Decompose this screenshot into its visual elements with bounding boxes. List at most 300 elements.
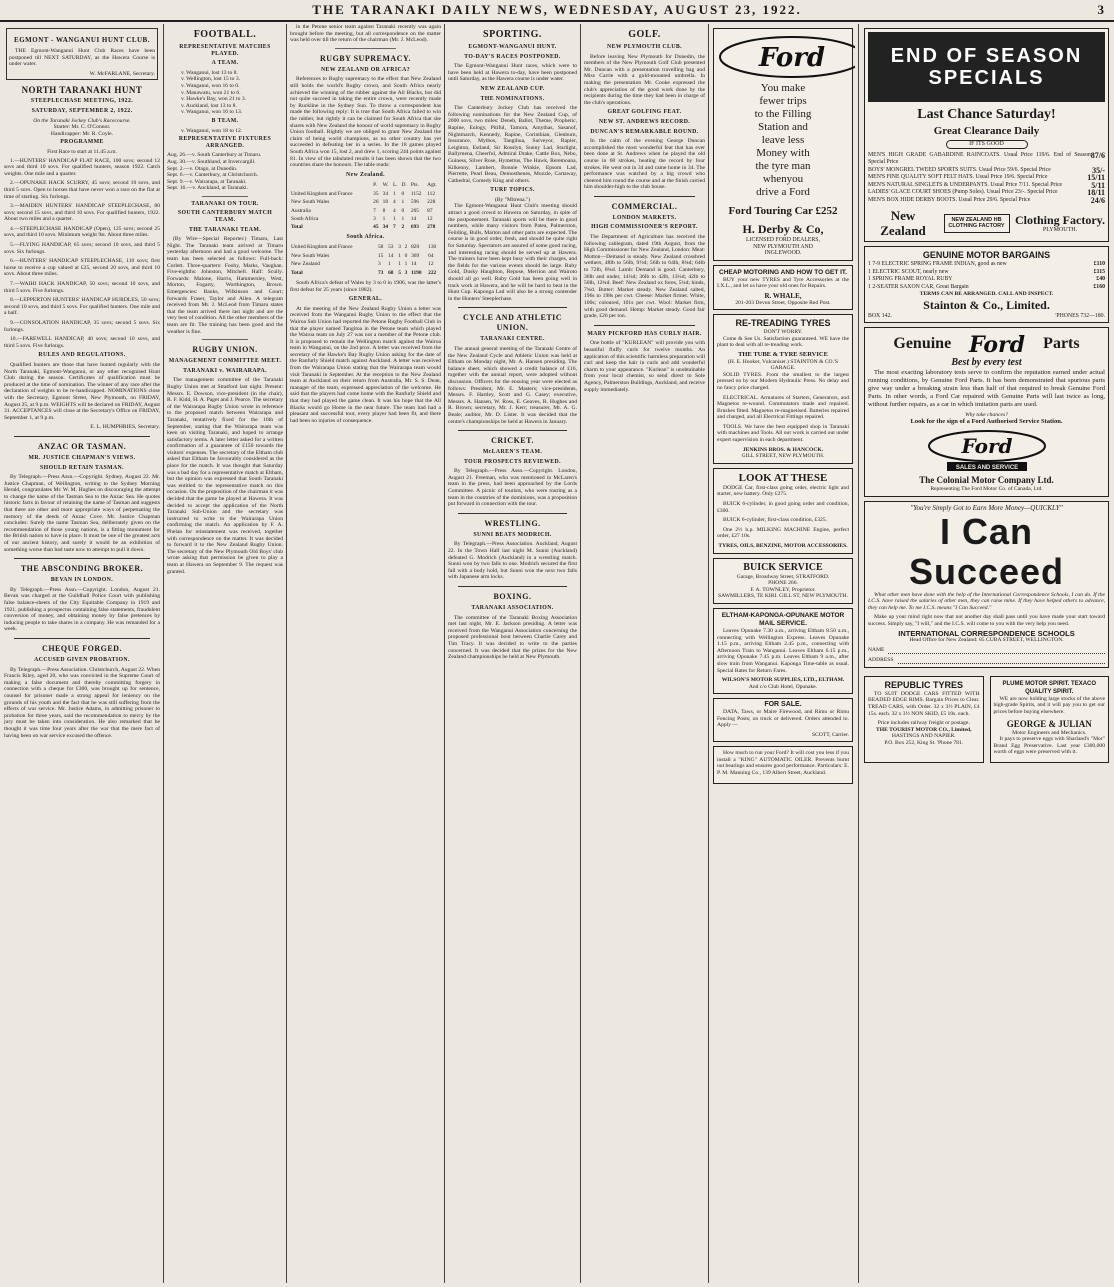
bargain-item-text: 1 7-9 ELECTRIC SPRING FRAME INDIAN, good as new [868, 261, 1007, 268]
ford-parts-tagline: Best by every test [951, 357, 1022, 369]
cheque-text: By Telegraph.—Press Association. Christchurch, August 22. When Francis Riley, aged 20, who was convicted in the Supreme Court of making a false document and thereby committing forgery in connection with a cheque for £300, was brought up for sentence, counsel for prisoner made a strong appeal for leniency on the grounds of his youth and the fact that he was still suffering from the effects of war service. Mr. Justice Adams, in admitting prisoner to probation for three years, said the recommendation to mercy by the jury must be taken into consideration. He also remarked that he thought it was time four years after the war that the mere fact of having been on war service excused the offence. [4, 666, 160, 739]
motoring-ad-address: 201-203 Devon Street, Opposite Red Post. [735, 299, 831, 306]
table-cell: 112 [427, 190, 436, 197]
specials-footer-right-block [1015, 213, 1105, 234]
column-rule [163, 24, 164, 1283]
table-cell: 228 [427, 199, 436, 206]
sporting-subheading: EGMONT-WANGANUI HUNT. [468, 44, 557, 50]
specials-item-text: MEN'S BOX HIDE DERBY BOOTS. Usual Price 29/6. Special Price [868, 196, 1031, 203]
retreading-ad-text: Come & See Us. Satisfaction guaranteed. WE have the plant to deal with all re-treading work. [717, 335, 849, 349]
b-team-results [181, 128, 283, 135]
jenkins-name: JENKINS BROS. & HANCOCK. [742, 446, 824, 453]
table-cell: 1 [388, 261, 391, 268]
ford-service-sign-text: SALES AND SERVICE [955, 465, 1018, 472]
ford-parts-why: Why take chances? [965, 412, 1008, 419]
ford-ad-line: fewer trips [759, 95, 807, 107]
programme-heading: PROGRAMME [60, 139, 104, 146]
result-item: v. Wellington, lost 15 to 3. [181, 76, 241, 83]
table-cell: 130 [428, 244, 437, 251]
column-1 [4, 24, 160, 1283]
eltham-ad [713, 608, 853, 694]
specials-item [868, 182, 1105, 190]
steeplechase-heading: STEEPLECHASE MEETING, 1922. [30, 98, 134, 105]
specials-item [868, 189, 1105, 197]
specials-banner [868, 32, 1105, 102]
table-cell: 4 [392, 199, 396, 206]
wrestling-subheading: SUNNI BEATS MODRICH. [473, 531, 552, 538]
masthead-title: THE TARANAKI DAILY NEWS, WEDNESDAY, AUGUST 23, 1922. [312, 2, 802, 17]
plume-text: WE are now holding large stocks of the above high-grade Spirits, and it will pay you to get our prices before buying elsewhere. [993, 695, 1105, 715]
cheque-heading: CHEQUE FORGED. [42, 643, 122, 653]
result-item: v. Hawke's Bay, won 21 to 3. [181, 96, 247, 103]
pickford-text: One bottle of "KURLEAN" will provide you with beautiful fluffy curls for twelve months. An application of this scientific harmless preparation will curl and keep the hair in curls and add wonderful charm to your appearance. "Kurlean" is unobtainable from your local chemist, so send direct to Sole Agency, Palmerston Buildings, Auckland, and receive supply immediately. [584, 340, 705, 393]
table-cell: 18 [382, 199, 389, 206]
rules-heading: RULES AND REGULATIONS. [38, 352, 126, 359]
divider [458, 586, 567, 587]
ics-name-label: NAME [868, 647, 885, 654]
table-cell: 205 [410, 207, 419, 214]
result-item: v. Auckland, lost 13 to 8. [181, 102, 237, 109]
ford-ad-line: whenyou [762, 173, 804, 185]
specials-footer-left: New Zealand [880, 208, 926, 239]
tour-heading: TARANAKI ON TOUR. [191, 200, 259, 207]
ford-ad-line: Money with [756, 147, 810, 159]
hunt-club-text: THE Egmont-Wanganui Hunt Club Races have been postponed till NEXT SATURDAY, as the Hawera Course is under water. [9, 48, 155, 68]
bargain-item [868, 276, 1105, 284]
ics-address-field[interactable] [898, 657, 1106, 664]
nz-record-table [290, 181, 441, 231]
specials-item-price: 35/- [1092, 165, 1105, 175]
divider [14, 638, 150, 639]
table-cell: 3 [373, 215, 376, 222]
table-note: South Africa's defeat of Wales by 3 to 0 in 1906, was the latter's first defeat for 25 years (since 1882). [290, 279, 441, 293]
sporting-heading: SPORTING. [483, 29, 542, 40]
buick-ad [713, 558, 853, 604]
ford-price-line: Ford Touring Car £252 [728, 205, 838, 217]
oiler-ad-text: How much to run your Ford? It will cost you less if you install a "KING" AUTOMATIC OILER. Prevents burnt out bearings and ensures good performance. Particulars: E. P. M. Manning Co., 139 Albert Street, Auckland. [717, 750, 849, 777]
bargain-item [868, 261, 1105, 269]
table-cell: 1 [392, 215, 396, 222]
plume-company: GEORGE & JULIAN [1006, 718, 1092, 729]
specials-item-price: 24/6 [1090, 195, 1105, 205]
specials-ad [864, 28, 1109, 242]
ford-service-sign-icon [917, 428, 1057, 472]
first-race-line: First Race to start at 11.45 a.m. [47, 148, 117, 155]
table-cell: 2 [401, 224, 405, 231]
oiler-ad [713, 746, 853, 783]
race-item: 5.—FLYING HANDICAP, 65 sovs; second 10 sovs, and third 5 sovs. Six furlongs. [4, 242, 160, 255]
motoring-ad-name: R. WHALE, [764, 291, 802, 300]
republic-text: TO SUIT DODGE CARS FITTED WITH BEADED EDGE RIMS. Bargain Prices to Clear. TREAD CARS, with Order. 32 x 3½ PLAIN, £4 15s. each. 32 x 3½ NON SKID, £5 10s. each. [868, 690, 980, 717]
result-item: v. Wanganui, won 16 to 13. [181, 109, 243, 116]
bargain-terms: TERMS CAN BE ARRANGED. CALL AND INSPECT. [919, 291, 1054, 298]
motor-bargains-title: GENUINE MOTOR BARGAINS [922, 250, 1051, 261]
table-cell: 35 [373, 190, 379, 197]
specials-item [868, 167, 1105, 175]
solid-tyres-text: SOLID TYRES. From the smallest to the largest pressed on by our Modern Hydraulic Press. No delay and no fancy price charged. [717, 371, 849, 391]
cricket-subheading-2: TOUR PROSPECTS REVIEWED. [464, 458, 561, 465]
wrestling-heading: WRESTLING. [484, 518, 541, 528]
table-row [290, 260, 441, 268]
buick-ad-name-sub: SAWMILLERS, TE KIRI. GILL ST, NEW PLYMOUTH. [718, 593, 848, 600]
bargain-item-price: £160 [1093, 283, 1105, 290]
table-sa-label: South Africa. [346, 233, 385, 240]
ics-office: Head Office for New Zealand: 85 CUBA STREET, WELLINGTON. [909, 637, 1064, 644]
specials-item-text: MEN'S HIGH GRADE GABARDINE RAINCOATS. Usual Price 119/6. End of Season Special Price [868, 151, 1091, 166]
fixtures-heading: REPRESENTATIVE FIXTURES ARRANGED. [178, 136, 272, 149]
rugby-supremacy-heading: RUGBY SUPREMACY. [320, 53, 411, 63]
table-cell: 3 [404, 269, 408, 276]
specials-list [868, 152, 1105, 205]
retreading-ad [713, 314, 853, 464]
race-list [4, 158, 160, 350]
table-cell: 0 [404, 252, 408, 259]
table-cell: 693 [410, 224, 419, 231]
specials-item-price: 18/11 [1087, 188, 1105, 198]
table-cell: 34 [382, 224, 389, 231]
markets-text: The Department of Agriculture has received the following cablegram, dated 19th August, from the High Commissioner for New Zealand, London: Meat: Mutton—Demand is steady. New Zealand crossbred wethers, 48lb to 56lb, 9½d; 56lb to 64lb, 8¾d; 64lb to 72lb, 8¾d. Lamb: Demand is good. Canterbury, 36lb and under, 14¼d; 36lb to 42lb, 13¼d; 42lb to 50lb, 12¾d. Beef: New Zealand ox fores, 5¼d; hinds, 7¾d. Butter: Market steady. New Zealand salted, 196s to 198s per cwt. Cheese: Market firmer. White, 100s; coloured, 101s per cwt. Wool: Market firm, with good demand. Hemp: Market steady. Good fair grade, £26 per ton. [584, 234, 705, 320]
look-ad-item: DODGE Car, first-class going order, electric light and starter, new battery. Only £275. [717, 484, 849, 498]
column-4 [448, 24, 577, 1283]
table-row [290, 243, 441, 251]
table-cell: New Zealand [291, 261, 320, 268]
look-ad-title: LOOK AT THESE [738, 471, 828, 484]
bargain-item-text: 1 SPRING FRAME ROYAL RUBY [868, 276, 953, 283]
specials-item-text: MEN'S FINE QUALITY SOFT FELT HATS. Usual Price 19/6. Special Price [868, 174, 1048, 181]
bargain-phones: 'PHONES 732—180. [1055, 312, 1105, 319]
ford-parts-look-for: Look for the sign of a Ford Authorised Service Station. [910, 417, 1063, 425]
specials-banner-text: END OF SEASON SPECIALS [890, 45, 1083, 89]
divider [458, 513, 567, 514]
bottom-ads-row [862, 672, 1111, 767]
divider [458, 307, 567, 308]
table-row [290, 252, 441, 260]
anzac-subheading: MR. JUSTICE CHAPMAN'S VIEWS. [28, 454, 136, 461]
column-6 [711, 24, 855, 1283]
table-cell: 5 [398, 269, 401, 276]
table-cell: 14 [410, 215, 417, 222]
table-cell: 2 [404, 244, 408, 251]
race-item: 1.—HUNTERS' HANDICAP FLAT RACE, 100 sovs; second 12 sovs and third 10 sovs. For qualified hunters, season 1922. Catch weights. One mile and a quarter. [4, 157, 160, 177]
race-item: 3.—MAIDEN HUNTERS' HANDICAP STEEPLECHASE, 80 sovs; second 15 sovs, and third 10 sovs. For qualified hunters, 1922. About two miles and a quarter. [4, 203, 160, 223]
hunt-club-signed: W. McFARLANE, Secretary. [89, 70, 155, 77]
table-total-row [290, 223, 441, 231]
table-header-cell: D. [401, 182, 407, 189]
race-item: 9.—CONSOLATION HANDICAP, 35 sovs; second 5 sovs. Six furlongs. [4, 320, 160, 333]
pickford-heading: MARY PICKFORD HAS CURLY HAIR. [587, 330, 702, 337]
table-cell: 1 [401, 215, 405, 222]
result-item: v. Wanganui, won 18 to 12. [181, 127, 243, 134]
table-row [290, 215, 441, 223]
ford-ad-line: You make [760, 82, 806, 94]
bargain-item-text: 1 2-SEATER SAXON CAR, Great Bargain [868, 283, 969, 290]
table-nz-label: New Zealand. [346, 171, 385, 178]
bargain-item-price: £115 [1093, 268, 1105, 275]
bargain-box: BOX 142. [868, 312, 892, 319]
cycle-subheading: TARANAKI CENTRE. [480, 336, 545, 343]
ford-service-sign-logo: Ford [961, 434, 1012, 459]
column-rule [708, 24, 709, 1283]
jenkins-address: GILL STREET, NEW PLYMOUTH. [741, 453, 825, 460]
tour-subheading: SOUTH CANTERBURY MATCH TEAM. [177, 210, 273, 224]
course-line: On the Taranaki Jockey Club's Racecourse. [33, 117, 131, 124]
ford-script-logo-icon [957, 331, 1037, 357]
table-cell: 1190 [411, 269, 422, 276]
boxing-heading: BOXING. [493, 592, 532, 601]
specials-item [868, 197, 1105, 205]
ford-logo-icon [717, 35, 855, 79]
plume-footer: It pays to preserve eggs with Sharland's "Mor" Brand Egg Preservative. Last year £300,000 worth of eggs were preserved with it. [993, 736, 1105, 756]
meeting-date: SATURDAY, SEPTEMBER 2, 1922. [31, 107, 133, 114]
table-cell: South Africa [291, 215, 319, 222]
table-cell: 7 [392, 224, 396, 231]
anzac-text: By Telegraph.—Press Assn.—Copyright. Sydney, August 22. Mr. Justice Chapman, of Wellington, writing to the Sydney Morning Herald, congratulates Mr. W. M. Hughes on discouraging the attempt to change the name of the Tasman Sea to the Anzac Sea. He quotes historic facts in favour of retaining the name of Tasman and suggests that there are other and more appropriate ways of perpetuating the memory of the deeds of Anzac Cove. Mr. Justice Chapman concludes: Surely the name Tasman Sea, deliberately given on the recommendation of those young nations, is a fitting monument for the British nation to have in place. It must be one of the greatest acts of our ancient history, and surely it would be an exhibition of something worse than bad taste now to attempt to pull it down. [4, 474, 160, 553]
general-text: At the meeting of the New Zealand Rugby Union a letter was received from the Wanganui Rugby Union to the effect that the Wairoa Sub Union had reported the Petone Rugby Football Club in that the player named Tangitoa in the Petone team which played the Wairoa team on July 27 was not a member of the Petone club. It is proposed to remain the Wellington match against the Wairoa team in Wanganui, on the 2nd prox. A letter was received from the secretary of the Hawke's Bay Rugby Union asking for the date of the Ranfurly Shield match against Auckland. A letter was received from the Wairarapa Union stating that the Wairarapa team would visit Taranaki in September. At the reception to the New Zealand team at Auckland on their return from Australia, Mr. S. S. Dean, manager of the team, expressed appreciation of the welcome. He said that the players had come home with the Ranfurly Shield and that they had played the game clean. It was his hope that the All Blacks would go Home in the near future. The team had had a pleasant and successful tour, every player had been fit, and there had been no injuries of consequence. [290, 305, 441, 424]
motoring-ad-title: CHEAP MOTORING AND HOW TO GET IT. [719, 268, 847, 276]
table-cell: Total [291, 269, 303, 276]
table-cell: 45 [373, 224, 379, 231]
plume-title: PLUME MOTOR SPIRIT. TEXACO QUALITY SPIRIT. [1002, 680, 1097, 695]
firewood-ad [713, 698, 853, 742]
table-cell: 369 [411, 252, 420, 259]
ford-ad-line: to the Filling [754, 108, 812, 120]
broker-heading: THE ABSCONDING BROKER. [20, 564, 144, 574]
table-cell: 68 [388, 269, 394, 276]
motoring-ad [713, 265, 853, 310]
buick-ad-name: F. A. TOWNLEY, Proprietor. [750, 586, 816, 593]
tools-text: TOOLS. We have the best equipped shop in Taranaki with machines and Tools. All our work is carried out under expert supervision in each department. [717, 423, 849, 444]
hb-logo-icon: NEW ZEALAND HB CLOTHING FACTORY [944, 214, 1010, 233]
ford-parts-ad [864, 327, 1109, 497]
table-cell: 0 [401, 207, 405, 214]
table-row [290, 207, 441, 215]
table-cell: 0 [401, 190, 405, 197]
specials-item-price: 87/6 [1090, 150, 1105, 160]
colonial-motor-company: The Colonial Motor Company Ltd. [919, 475, 1054, 486]
table-cell: New South Wales [291, 199, 330, 206]
anzac-heading: ANZAC OR TASMAN. [37, 441, 127, 451]
tour-text: (By Wire—Special Reporter.) Timaru, Last Night. The Taranaki team arrived at Timaru yesterday afternoon and had a good welcome. The team has been selected as follows: Full-back: Corlett. Three-quarters: Foohy, Marks, Vaughan. Five-eighths: Johnston, Mitchell. Half: Scully. Forwards: Malone, Harris, Hammersley, West, Morton, Fogarty, Worthington, Brown. Emergencies: Banks, Wilkinson and Court; forwards Fraser, Taylor and Allen. A telegram received from Mr. J. McLeod from Timaru states that the team arrived there last night and are the very best of condition. All the other members of the team are fit. The training has been good and the weather is fine. [167, 236, 283, 335]
table-cell: 596 [410, 199, 419, 206]
race-item: 8.—LEPPERTON HUNTERS' HANDICAP HURDLES, 50 sovs; second 10 sovs, and third 5 sovs. For qualified hunters. One mile and a half. [4, 297, 160, 317]
table-cell: United Kingdom and France [291, 244, 353, 251]
specials-item [868, 174, 1105, 182]
fixture-item: Sept. 6.—v. Canterbury, at Christchurch. [167, 172, 259, 179]
republic-prices-note: Price includes railway freight or postage. [877, 720, 970, 727]
table-header-cell: L. [392, 182, 398, 189]
specials-footer [868, 208, 1105, 238]
record-subheading: NEW ST. ANDREWS RECORD. [598, 118, 691, 125]
fixture-item: Aug. 26.—v. South Canterbury at Timaru. [167, 152, 262, 159]
eltham-ad-text: Leaves Opunake 7.30 a.m., arriving Eltham 8.50 a.m., connecting with Wellington Express. Leaves Opunake 1.15 p.m., arriving Eltham 2.45 p.m., connecting with Afternoon Train to Wanganui. Leaves Eltham 6.15 p.m., arriving Opunake 7.45 p.m. Leaves Eltham 9 a.m., after slow train from Wanganui. Kaponga Time-table as usual. Special Rates for Return Fares. [717, 627, 849, 674]
nz-cup-heading: NEW ZEALAND CUP. [480, 85, 545, 92]
boxing-text: The committee of the Taranaki Boxing Association met last night, Mr. E. Jackson presiding. A letter was received from the Wanganui Association concerning the proposed professional bout between Charlie Carey and Tim Tracy. It was decided to write to the parties concerned. It was decided that the prizes for the New Zealand championships be held at New Plymouth. [448, 614, 577, 661]
firewood-ad-text: DATA, Taws, or Maire Firewood, and Rimu or Rimu Fencing Posts; on truck or delivered. Orders attended to. Apply — [717, 708, 849, 729]
a-team-label: A TEAM. [211, 60, 239, 67]
cricket-text: By Telegraph.—Press Assn.—Copyright. London, August 21. Freeman, who was mentioned in McLaren's team in the press, had been approached by the Lords Committee. A picnic of tourists, who were touring as a team in the countries of the dominions, was a proposition put forward in connection with the tour. [448, 468, 577, 508]
turf-byline: (By "Mitrena.") [494, 196, 531, 203]
ford-dealer-sub-3: INGLEWOOD. [764, 250, 802, 257]
ics-address-row [868, 657, 1105, 664]
bargain-item-price: £110 [1093, 261, 1105, 268]
hunt-club-heading: EGMONT - WANGANUI HUNT CLUB. [14, 36, 150, 44]
table-cell: 73 [377, 269, 384, 276]
nominations-text: The Canterbury Jockey Club has received the following nominations for the New Zealand Cup, of 2000 sovs, two miles: Deneb, Ballot, Theme, Prophetic, Rapine, Eulogy, Pitiful, Tamora, Amythas, Sasanof, Nightmarch, Kennedy, Rapine, Corinthian, Glenburn, Insurance, Mythos, Tangihua, Surveyor, Rapier, Leighton, Estland, Sir Rosslyn, Sunny Lad, Starlight, Ballymena, Cheerful, Admiral Drake, Cattle Box, Nebo, Guiness, Silver Rose, Hymettus, The Hawk, Reremoana, Kilkenny, Lambert, Bonnie Winkie, Epsom Lad, Pierrette, Pearl Beau, Demosthenes, Muzzle, Cartaway, Cathedral, Comedy King and others. [448, 105, 577, 184]
divider [335, 48, 395, 49]
column-rule [580, 24, 581, 1283]
table-cell: 1 [401, 199, 405, 206]
nz-africa-text: References to Rugby supremacy to the effect that New Zealand still holds the world's Rugby crown, and South Africa nearly achieved the winning of the rubber against the All Blacks, but did not quite succeed in taking the entire crown, were recently made by Ruckline in the Sydney Sun. To throw a correspondent has made the following reply: It is true that South Africa failed to win the rubber, but rightly it can be claimed for South Africa that she shares with New Zealand the honour of world supremacy in Rugby Union football. Rightly we are obliged to grant New Zealand the claim of being world champions, as no other country has yet succeeded in defeating her in a series. In the 18 games played South Africa won 15, lost 2, and drew 1, scoring 244 points against 81. In view of the tabulated results it has been shown that the two countries share the honours. The table reads: [290, 76, 441, 169]
cycle-text: The annual general meeting of the Taranaki Centre of the New Zealand Cycle and Athletic Union was held at Eltham on Monday night, Mr. A. Hansen presiding. The balance sheet, which showed a credit balance of £16, together with the annual report, were adopted without discussion. Officers for the ensuing year were elected as follows: President, Mr. E. Masters; vice-presidents, Messrs. F. Hartley, Scott and G. Casey; executive, Messrs. A. Hansen, W. Ross, E. Geaves, R. Hughes and R. Brown; secretary, Mr. J. Kerr; treasurer, Mr. A. G. Beale; auditor, Mr. D. Lister. It was decided that the centre's championships be held at Hawera in January. [448, 345, 577, 425]
specials-item-price: 5/11 [1091, 180, 1105, 190]
general-heading: GENERAL. [348, 296, 383, 303]
divider [594, 325, 695, 326]
specials-footer-right: Clothing Factory. [1015, 212, 1105, 227]
buick-ad-title: BUICK SERVICE [743, 561, 823, 573]
table-cell: 34 [382, 190, 389, 197]
column-5 [584, 24, 705, 1283]
look-ad [713, 468, 853, 554]
eltham-company-sub: And c/o Club Hotel, Opunake. [748, 683, 818, 690]
eltham-company: WILSON'S MOTOR SUPPLIES, LTD., ELTHAM. [721, 677, 845, 684]
football-heading: FOOTBALL. [193, 29, 257, 40]
fixture-item: Sept. 2.—v. Otago, at Dunedin. [167, 165, 238, 172]
bargain-item [868, 284, 1105, 292]
specials-item-text: MEN'S NATURAL SINGLETS & UNDERPANTS. Usual Price 7/11. Special Price [868, 181, 1063, 188]
sa-record-table [290, 243, 441, 277]
ford-ad-line: leave less [761, 134, 805, 146]
race-item: 4.—STEEPLECHASE HANDICAP (Open), 125 sovs; second 25 sovs, and third 10 sovs. Minimum weight 9st. About three miles. [4, 225, 160, 239]
divider [202, 196, 248, 197]
table-cell: 53 [388, 244, 394, 251]
table-cell: Australia [291, 207, 311, 214]
turf-text: The Egmont-Wanganui Hunt Club's meeting should attract a good crowd to Hawera on Saturday, in spite of the postponement. Taranaki sports will be there in good numbers, while many visitors from Patea, Palmerston, Feilding, Bulls, Marton and other parts are expected. The course is in good order, fresh, and should be quite right for Saturday. Spectators are assured of some good racing, and interesting racing should be served up at Hawera. The trainers have been kept busy with their charges, and the fields for the various events should be large. Ruby Gold, Dusky Haughton, Repose, Merrion and Wairoto should all go well. Ruby Gold has been going well in track work at Hawera, and he will be hard to beat in the Hunt Cup. Kaponga Lad will also be a strong contender in the Hunters' Steeplechase. [448, 203, 577, 302]
commercial-heading: COMMERCIAL. [611, 201, 678, 211]
specials-tag: IF ITS GOOD [946, 140, 1028, 149]
ics-name-field[interactable] [888, 647, 1105, 654]
golf-heading: GOLF. [628, 29, 661, 40]
bargain-contact [868, 313, 1105, 320]
ford-dealer: H. Derby & Co, [742, 222, 824, 236]
table-cell: United Kingdom and France [291, 190, 353, 197]
specials-item-text: BOYS' MONGREL TWEED SPORTS SUITS. Usual Price 59/6. Special Price [868, 166, 1051, 173]
race-item: 6.—HUNTERS' HANDICAP STEEPLECHASE, 110 sovs; first horse to receive a cup valued at £25, second 20 sovs, and third 10 sovs. About three miles. [4, 258, 160, 278]
ics-tagline: "You're Simply Got to Earn More Money—QUICKLY" [910, 504, 1063, 513]
handicapper-line: Handicapper: Mr. R. Coyle. [50, 130, 114, 137]
fixture-item: Sept. 16.—v. Auckland, at Taranaki. [167, 185, 249, 192]
ics-address-label: ADDRESS [868, 657, 894, 664]
column-3 [290, 24, 441, 1283]
table-cell: 820 [411, 244, 420, 251]
wrestling-text: By Telegraph.—Press Association. Auckland, August 22. In the Town Hall last night M. Sunni (Auckland) defeated G. Modrich (Auckland) in a wrestling match. Sunni won by two falls to one. Modrich secured the first fall with a body hold, but Sunni won the next two falls with Japanese arm locks. [448, 541, 577, 581]
ford-script-logo-text: Ford [969, 332, 1026, 358]
fixture-item: Aug. 30.—v. Southland, at Invercargill. [167, 158, 256, 165]
race-item: 10.—FAREWELL HANDICAP, 40 sovs; second 10 sovs, and third 5 sovs. Five furlongs. [4, 336, 160, 349]
table-cell: 12 [428, 261, 434, 268]
buick-ad-address: Garage, Broadway Street, STRATFORD. [736, 573, 830, 580]
republic-tyres-ad [864, 676, 984, 763]
retreading-ad-sub: DON'T WORRY. [763, 329, 803, 336]
table-cell: 1 [382, 215, 386, 222]
bargain-item-text: 1 ELECTRIC SCOUT, nearly new [868, 268, 949, 275]
divider [202, 339, 248, 340]
broker-text: By Telegraph.—Press Assn.—Copyright. London, August 21. Bevan was charged at the Guildhall Police Court with publishing false balance-sheets of the City Equitable Company in 1919 and 1921, publishing a prospectus containing false statements, fraudulent conversion of money, and obtaining money by false pretences by inducing people to take shares in a company. He was remanded for a week. [4, 586, 160, 633]
table-header-cell: P. [373, 182, 377, 189]
retreading-company: THE TUBE & TYRE SERVICE [738, 350, 828, 358]
masthead [0, 0, 1114, 22]
table-cell: 12 [427, 215, 433, 222]
retreading-ad-title: RE-TREADING TYRES [735, 318, 831, 329]
look-ad-footer: TYRES, OILS, BENZINE, MOTOR ACCESSORIES. [718, 543, 848, 549]
ics-body: Make up your mind right now that not another day shall pass until you have made your start toward success. Simply say, "I will," and the I.C.S. will come to you with the very help you need. [868, 614, 1105, 628]
b-team-label: B TEAM. [211, 117, 239, 124]
bargain-item-price: £40 [1096, 276, 1105, 283]
mgmt-heading: MANAGEMENT COMMITTEE MEET. [168, 358, 282, 365]
table-cell: 26 [373, 199, 379, 206]
column-7 [862, 24, 1111, 1283]
table-cell: 87 [427, 207, 433, 214]
race-item: 2.—OPUNAKE HACK SCURRY, 45 sovs; second 10 sovs, and third 5 sovs. Open to horses that have never won a race on the flat at time of starting. Six furlongs. [4, 180, 160, 200]
intro-text: in the Petone senior team against Taranaki recently was again brought before the meeting, but all correspondence on the matter was held over till the return of the chairman (Mr. J. McLeod). [290, 24, 441, 44]
record-text: In the calm of the evening George Duncan accomplished the most wonderful feat that has ever been done at St. Andrews when he played the old course in 68 strokes, beating the record by four strokes. He went out in 34 and came home in 34. The performance was watched by a big crowd who cheered him round the course and at the finish carried him shoulder-high to the club house. [584, 138, 705, 191]
specials-item-price: 15/11 [1087, 173, 1105, 183]
fixtures-list [167, 152, 283, 192]
rep-matches-heading: REPRESENTATIVE MATCHES PLAYED. [179, 44, 271, 57]
table-row [290, 190, 441, 198]
table-row [290, 198, 441, 206]
column-rule [858, 24, 859, 1283]
ford-parts-title-left: Genuine [893, 334, 952, 352]
column-rule [444, 24, 445, 1283]
ics-text: What other men have done with the help of the International Correspondence Schools, I can do. If the I.C.S. have raised the salaries of other men, they can raise mine. If they have helped others to advance, they can help me. To me I.C.S. means "I Can Succeed." [868, 591, 1105, 611]
table-cell: 15 [377, 252, 384, 259]
bargain-company: Stainton & Co., Limited. [923, 297, 1050, 312]
table-cell: 8 [382, 207, 386, 214]
table-cell: 14 [411, 261, 417, 268]
table-header-cell: Pts. [410, 182, 419, 189]
table-cell: 7 [373, 207, 376, 214]
motor-bargains-ad [864, 246, 1109, 323]
specials-item-text: LADIES' GLACE COURT SHOES (Pump Soles). Usual Price 23/-. Special Price [868, 189, 1058, 196]
london-subheading: HIGH COMMISSIONER'S REPORT. [591, 224, 698, 231]
hunt-club-notice [6, 28, 158, 80]
golf-text: Before leaving New Plymouth for Dunedin, the members of the New Plymouth Golf Club presented Mr. Duncan with a presentation travelling bag and Miss Carrie with a gold-mounted umbrella. In making the presentation Mr. Cooke expressed the club's appreciation of the good work done by the recipients during the time they had been in charge of the club's operations. [584, 53, 705, 106]
a-team-results [181, 70, 283, 116]
specials-headline: Last Chance Saturday! [917, 107, 1056, 122]
column-rule [286, 24, 287, 1283]
colonial-motor-sub: Representing The Ford Motor Co. of Canada, Ltd. [930, 486, 1043, 493]
table-cell: 1 [392, 190, 396, 197]
specials-sub: Great Clearance Daily [933, 125, 1040, 137]
specials-footer-town: PLYMOUTH. [1042, 226, 1078, 233]
mgmt-text: The management committee of the Taranaki Rugby Union met at Stratford last night. Present: Messrs. E. Dowson, vice-president (in the chair), R. F. Kidd, H. A. Paget and J. Pearce. The secretary of the Wairarapa Rugby Union wrote in reference to the proposed match between Wairarapa and Taranaki, tentatively fixed for the 16th of September, stating that the Wairarapa team was keen on visiting Taranaki, and hoped to arrange satisfactory terms. A later letter asked for a written confirmation of a guarantee of £150 towards the visitors' expenses. The secretary of the Eltham club asked that Eltham be favourably considered as the place for the match. It was thought that Saturday was a bad day for a representative match at Eltham, but the opinion was expressed that South Taranaki was entitled to the representative match on this occasion. On the proposition of the chairman it was decided that the game be played at Hawera. It was decided to accept the application of the North Taranaki Sub-Union and the secretary was instructed to write to the Wairarapa Union confirming the match. An application by F. A. Phelan for reinstatement was received, together with correspondence on the matter. It was decided to forward it to the New Zealand Rugby Union. The secretary of the New Plymouth Old Boys' club wrote asking that permission be given to play a team at Hawera on September 9. The request was granted. [167, 377, 283, 575]
race-item: 7.—WAIHI HACK HANDICAP, 50 sovs; second 10 sovs, and third 5 sovs. Five furlongs. [4, 281, 160, 294]
ford-parts-title [868, 331, 1105, 357]
republic-company-sub: HASTINGS AND NAPIER. [891, 733, 956, 740]
eltham-ad-title: ELTHAM-KAPONGA-OPUNAKE MOTOR MAIL SERVICE. [721, 611, 845, 627]
table-cell: Total [291, 224, 303, 231]
result-item: v. Manawatu, won 21 to 6. [181, 89, 241, 96]
divider [14, 558, 150, 559]
table-total-row [290, 269, 441, 277]
electrical-text: ELECTRICAL. Armatures of Starters, Generators, and Magnetos re-wound. Commutators made and repaired. Brushes fitted. Magnetos re-magnetised. Batteries repaired and charged, and all Electrical Fittings repaired. [717, 394, 849, 421]
rules-text: Qualified hunters are those that have hunted regularly with the North Taranaki, Egmont-Wanganui, or any other recognised Hunt Club during the season. Certificates of qualification must be produced at the time of nomination. The winner of any race after the declaration of weights to be re-handicapped. NOMINATIONS close with the Secretary, Egmont Street, New Plymouth, on FRIDAY, August 25, at 9 p.m. WEIGHTS will be declared on FRIDAY, August 31. ACCEPTANCES will close at the Secretary's Office on FRIDAY, September 1, at 9 p.m. [4, 361, 160, 421]
nominations-heading: THE NOMINATIONS. [480, 95, 545, 102]
page-number: 3 [1097, 2, 1104, 17]
plume-spirit-ad [990, 676, 1110, 763]
rugby-union-heading: RUGBY UNION. [192, 345, 258, 355]
ford-dealer-sub: LICENSED FORD DEALERS, [746, 237, 820, 243]
